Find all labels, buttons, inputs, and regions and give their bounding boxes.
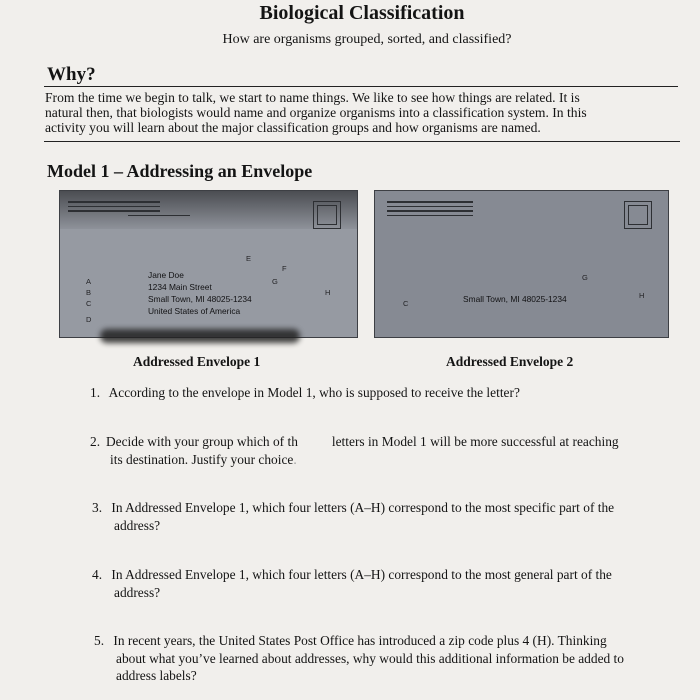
- why-heading: Why?: [47, 64, 96, 85]
- question-number: 1.: [90, 385, 101, 400]
- return-address-lines: [68, 201, 190, 219]
- question-text: In Addressed Envelope 1, which four letters (A–H) correspond to the most specific part of the: [111, 500, 615, 515]
- why-line: natural then, that biologists would name and organize organisms into a classification system. In this: [45, 105, 587, 120]
- stamp-box: [624, 201, 652, 229]
- why-line: activity you will learn about the major classification groups and how organisms are named.: [45, 120, 541, 135]
- label-f: F: [282, 264, 287, 273]
- envelope-2-caption: Addressed Envelope 2: [446, 354, 574, 369]
- label-e: E: [246, 254, 252, 263]
- addressed-envelope-1: [59, 190, 358, 338]
- question-2: [90, 433, 686, 468]
- why-rule-top: [44, 86, 678, 87]
- address-country: United States of America: [148, 306, 241, 316]
- question-text: its destination. Justify your choice: [110, 451, 294, 467]
- question-number: 3.: [92, 500, 103, 515]
- label-b: B: [86, 288, 92, 297]
- why-paragraph: [45, 90, 665, 135]
- recipient-address: Small Town, MI 48025-1234: [463, 294, 567, 304]
- question-number: 2.: [90, 434, 101, 449]
- question-1: [90, 384, 680, 402]
- envelope-1-caption: Addressed Envelope 1: [133, 354, 261, 369]
- label-d: D: [86, 315, 92, 324]
- question-text: In Addressed Envelope 1, which four letters (A–H) correspond to the most general part of the: [111, 567, 612, 582]
- question-4: [92, 566, 690, 601]
- label-g: G: [582, 273, 588, 282]
- question-text: In recent years, the United States Post Office has introduced a zip code plus 4 (H). Thinking: [113, 633, 607, 648]
- question-text: .: [293, 451, 297, 467]
- recipient-address: [148, 269, 252, 317]
- addressed-envelope-2: [374, 190, 669, 338]
- photo-shadow: [100, 329, 300, 343]
- label-h: H: [639, 291, 645, 300]
- address-name: Jane Doe: [148, 270, 184, 280]
- address-street: 1234 Main Street: [148, 282, 212, 292]
- return-address-lines: [387, 201, 473, 219]
- question-text: address labels?: [116, 668, 197, 683]
- label-g: G: [272, 277, 278, 286]
- page-title: Biological Classification: [259, 2, 465, 24]
- label-a: A: [86, 277, 92, 286]
- question-number: 5.: [94, 633, 105, 648]
- question-text: address?: [114, 584, 161, 600]
- question-number: 4.: [92, 567, 103, 582]
- label-h: H: [325, 288, 331, 297]
- stamp-box: [313, 201, 341, 229]
- why-line: From the time we begin to talk, we start to name things. We like to see how things are related. It is: [45, 90, 580, 105]
- question-text: about what you’ve learned about addresses, why would this additional information be added to: [116, 650, 624, 666]
- why-rule-bottom: [44, 141, 680, 142]
- address-city: Small Town, MI 48025-1234: [148, 294, 252, 304]
- question-text: letters in Model 1 will be more successful at reaching: [331, 434, 619, 449]
- model-heading: Model 1 – Addressing an Envelope: [47, 161, 313, 181]
- question-text: address?: [114, 517, 161, 533]
- question-text: Decide with your group which of th: [106, 434, 298, 449]
- question-5: [94, 632, 694, 685]
- question-text: According to the envelope in Model 1, who is supposed to receive the letter?: [108, 385, 520, 400]
- label-c: C: [86, 299, 92, 308]
- page-subtitle: How are organisms grouped, sorted, and classified?: [222, 32, 512, 47]
- question-3: [92, 499, 688, 534]
- label-c: C: [403, 299, 409, 308]
